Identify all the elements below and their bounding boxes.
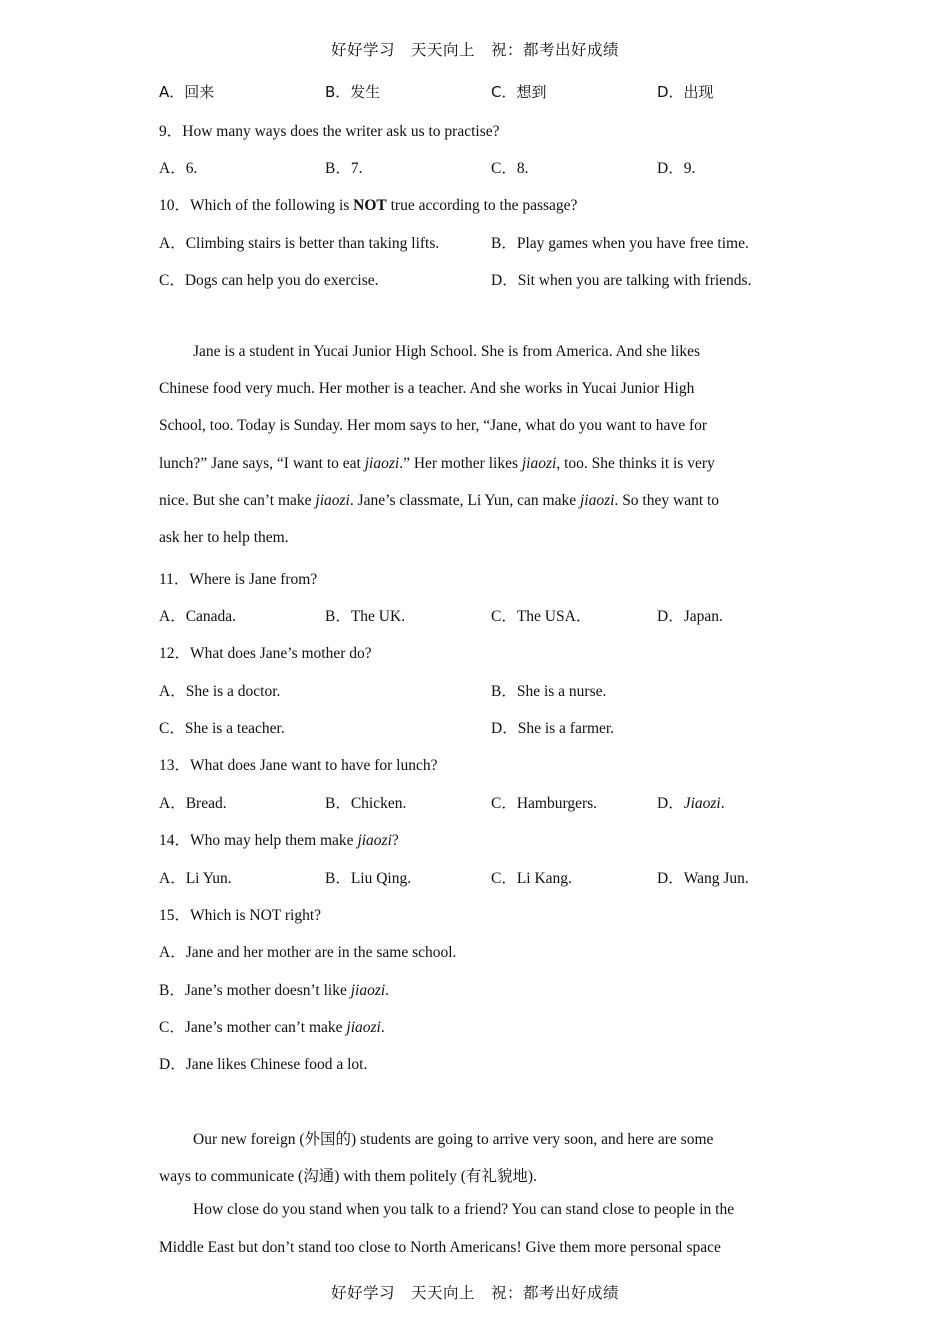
q15-option-a: A．Jane and her mother are in the same school.	[159, 944, 457, 961]
q12-option-d: D．She is a farmer.	[491, 720, 615, 737]
q13-stem: 13．What does Jane want to have for lunch?	[159, 757, 438, 774]
q8-option-c: C．想到	[491, 83, 547, 101]
q10-option-b: B．Play games when you have free time.	[491, 235, 749, 252]
q12-option-a: A．She is a doctor.	[159, 683, 281, 700]
q11-stem: 11．Where is Jane from?	[159, 571, 318, 588]
q8-option-d: D．出现	[657, 83, 714, 101]
q10-stem: 10．Which of the following is NOT true according to the passage?	[159, 197, 578, 214]
q10-option-a: A．Climbing stairs is better than taking lifts.	[159, 235, 440, 252]
q15-option-d: D．Jane likes Chinese food a lot.	[159, 1056, 368, 1073]
q12-option-c: C．She is a teacher.	[159, 720, 285, 737]
q10-option-d: D．Sit when you are talking with friends.	[491, 272, 752, 289]
q11-option-d: D．Japan.	[657, 608, 723, 625]
q14-option-d: D．Wang Jun.	[657, 870, 749, 887]
q9-option-b: B．7.	[325, 160, 363, 177]
q9-option-c: C．8.	[491, 160, 529, 177]
q9-stem: 9．How many ways does the writer ask us to practise?	[159, 123, 500, 140]
passage2-line-4: lunch?” Jane says, “I want to eat jiaozi.” Her mother likes jiaozi, too. She thinks it is very	[159, 455, 715, 472]
passage3-p2-line-1: How close do you stand when you talk to a friend? You can stand close to people in the	[193, 1201, 735, 1218]
passage3-p2-line-2: Middle East but don’t stand too close to North Americans! Give them more personal space	[159, 1239, 721, 1256]
q13-option-a: A．Bread.	[159, 795, 227, 812]
q14-option-c: C．Li Kang.	[491, 870, 572, 887]
page-footer: 好好学习 天天向上 祝：都考出好成绩	[330, 1284, 619, 1302]
q15-option-b: B．Jane’s mother doesn’t like jiaozi.	[159, 982, 390, 999]
q13-option-d: D．Jiaozi.	[657, 795, 725, 812]
q15-option-c: C．Jane’s mother can’t make jiaozi.	[159, 1019, 385, 1036]
page-header: 好好学习 天天向上 祝：都考出好成绩	[330, 41, 619, 59]
passage2-line-2: Chinese food very much. Her mother is a teacher. And she works in Yucai Junior High	[159, 380, 695, 397]
passage2-line-1: Jane is a student in Yucai Junior High School. She is from America. And she likes	[193, 343, 700, 360]
q10-option-c: C．Dogs can help you do exercise.	[159, 272, 379, 289]
q14-option-b: B．Liu Qing.	[325, 870, 412, 887]
q12-option-b: B．She is a nurse.	[491, 683, 607, 700]
q15-stem: 15．Which is NOT right?	[159, 907, 322, 924]
q9-option-d: D．9.	[657, 160, 696, 177]
passage3-p1-line-1: Our new foreign (外国的) students are going to arrive very soon, and here are some	[193, 1131, 714, 1148]
q13-option-c: C．Hamburgers.	[491, 795, 598, 812]
q8-option-b: B．发生	[325, 83, 381, 101]
q11-option-a: A．Canada.	[159, 608, 237, 625]
passage2-line-3: School, too. Today is Sunday. Her mom says to her, “Jane, what do you want to have for	[159, 417, 708, 434]
q12-stem: 12．What does Jane’s mother do?	[159, 645, 372, 662]
q8-option-a: A．回来	[159, 83, 215, 101]
passage2-line-6: ask her to help them.	[159, 529, 289, 546]
q14-option-a: A．Li Yun.	[159, 870, 232, 887]
q11-option-c: C．The USA．	[491, 608, 592, 625]
q9-option-a: A．6.	[159, 160, 198, 177]
passage3-p1-line-2: ways to communicate (沟通) with them politely (有礼貌地).	[159, 1168, 537, 1185]
passage2-line-5: nice. But she can’t make jiaozi. Jane’s classmate, Li Yun, can make jiaozi. So they want to	[159, 492, 720, 509]
q11-option-b: B．The UK.	[325, 608, 406, 625]
q13-option-b: B．Chicken.	[325, 795, 407, 812]
q14-stem: 14．Who may help them make jiaozi?	[159, 832, 399, 849]
